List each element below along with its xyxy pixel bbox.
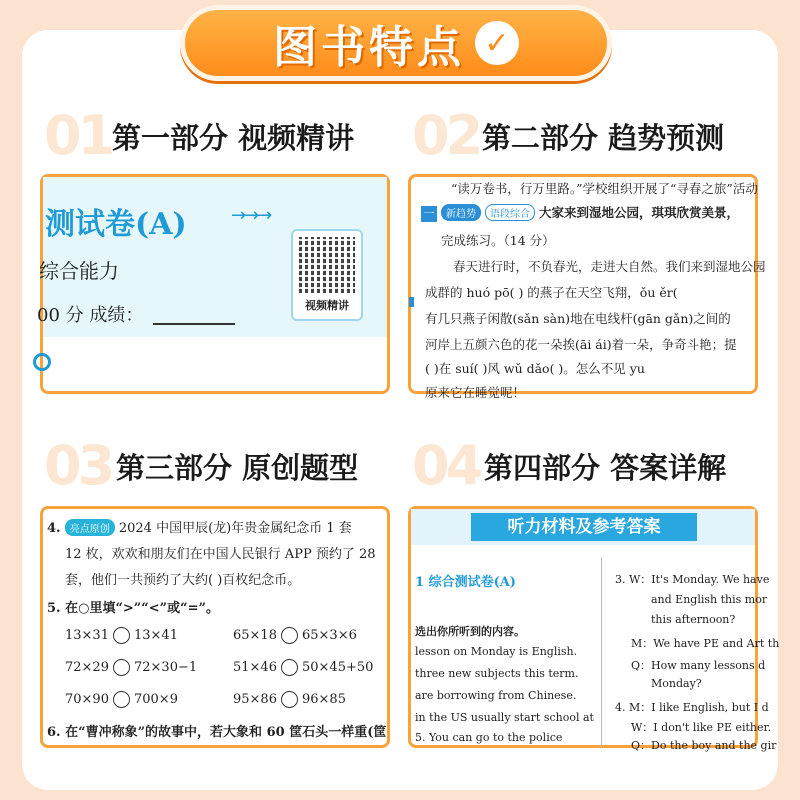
right-line: Q：How many lessons d xyxy=(631,659,766,672)
original-badge: 亮点原创 xyxy=(65,519,115,536)
section-title: 第四部分 答案详解 xyxy=(484,451,727,485)
right-line: M：We have PE and Art th xyxy=(631,637,780,650)
check-circle-icon: ✓ xyxy=(475,21,519,65)
circle-marker-icon xyxy=(33,353,51,371)
left-line: in the US usually start school at xyxy=(415,711,594,724)
header-banner xyxy=(180,5,612,81)
exam-title: 测试卷(A) xyxy=(45,207,187,242)
qr-label: 视频精讲 xyxy=(305,299,349,312)
section-number: 02 xyxy=(412,104,480,167)
section-number: 03 xyxy=(44,434,112,497)
right-line: 4. M：I like English, but I d xyxy=(615,701,769,714)
answer-circle[interactable] xyxy=(281,691,298,708)
comparison-item: 13×31 13×41 xyxy=(65,628,178,643)
exam-subtitle: 综合能力 xyxy=(39,259,119,283)
passage-line: 原来它在睡觉呢！ xyxy=(425,385,526,400)
question-6: 6. 在“曹冲称象”的故事中，若大象和 60 筐石头一样重(筐 xyxy=(47,725,387,740)
left-line: 选出你所听到的内容。 xyxy=(415,625,525,638)
question-number: 一 xyxy=(421,206,437,222)
qr-code-box[interactable] xyxy=(291,229,363,321)
panel-trend-prediction xyxy=(408,174,766,400)
score-blank xyxy=(153,323,235,325)
left-line: lesson on Monday is English. xyxy=(415,645,578,658)
passage-line: ( )在 suí( )风 wǔ dǎo( )。怎么不见 yu xyxy=(425,361,645,376)
arrow-icon: →→→ xyxy=(231,205,271,226)
left-line: are borrowing from Chinese. xyxy=(415,689,577,702)
passage-line: 河岸上五颜六色的花一朵挨(āi ái)着一朵，争奇斗艳；提 xyxy=(425,337,737,352)
left-line: three new subjects this term. xyxy=(415,667,579,680)
question-text: 2024 中国甲辰(龙)年贵金属纪念币 1 套 xyxy=(118,521,352,536)
question-text: 套，他们一共预约了大约( )百枚纪念币。 xyxy=(65,573,301,588)
right-line: Q：Do the boy and the gir xyxy=(631,739,777,752)
panel-original-questions xyxy=(40,506,390,748)
passage-line: 成群的 huó pō( ) 的燕子在天空飞翔，ǒu ěr( xyxy=(425,285,678,300)
answer-circle[interactable] xyxy=(113,627,130,644)
side-marker-icon xyxy=(409,297,414,307)
right-line: Monday? xyxy=(651,677,702,690)
section-title: 第三部分 原创题型 xyxy=(116,451,359,485)
banner-title: 图书特点 xyxy=(273,22,465,73)
answer-header-title: 听力材料及参考答案 xyxy=(471,513,697,541)
section-title: 第一部分 视频精讲 xyxy=(112,121,355,155)
trend-badge: 新趋势 xyxy=(441,204,481,221)
column-divider xyxy=(601,557,602,747)
answer-circle[interactable] xyxy=(113,659,130,676)
answer-circle[interactable] xyxy=(281,627,298,644)
answer-circle[interactable] xyxy=(113,691,130,708)
comparison-item: 95×86 96×85 xyxy=(233,692,346,707)
type-badge: 语段综合 xyxy=(485,204,535,221)
section-number: 01 xyxy=(44,104,112,167)
panel-answer-details xyxy=(408,506,780,752)
passage-line: 春天进行时，不负春光，走进大自然。我们来到湿地公园 xyxy=(453,259,766,274)
question-text: 12 枚，欢欢和朋友们在中国人民银行 APP 预约了 28 xyxy=(65,547,376,562)
right-line: and English this mor xyxy=(651,593,768,606)
question-header xyxy=(421,203,739,222)
comparison-item: 65×18 65×3×6 xyxy=(233,628,357,643)
score-label: 00 分 成绩： xyxy=(37,305,144,326)
left-line: 5. You can go to the police xyxy=(415,731,563,744)
passage-line: “读万卷书，行万里路。”学校组织开展了“寻春之旅”活动 xyxy=(451,181,758,196)
question-4: 4. 亮点原创 2024 中国甲辰(龙)年贵金属纪念币 1 套 xyxy=(47,521,352,536)
answer-circle[interactable] xyxy=(281,659,298,676)
right-line: W：I don't like PE either. xyxy=(631,721,772,734)
right-line: 3. W：It's Monday. We have xyxy=(615,573,770,586)
question-text: 大家来到湿地公园，琪琪欣赏美景， xyxy=(538,205,739,220)
section-title: 第二部分 趋势预测 xyxy=(482,121,725,155)
question-5: 5. 在○里填“>”“<”或“=”。 xyxy=(47,601,219,616)
right-line: this afternoon? xyxy=(651,613,736,626)
section-number: 04 xyxy=(412,434,480,497)
comparison-item: 70×90 700×9 xyxy=(65,692,178,707)
comparison-item: 72×29 72×30−1 xyxy=(65,660,198,675)
question-text: 完成练习。（14 分） xyxy=(441,233,555,248)
panel-video-explanation xyxy=(37,174,390,394)
left-title: 1 综合测试卷(A) xyxy=(415,575,516,590)
comparison-item: 51×46 50×45+50 xyxy=(233,660,374,675)
passage-line: 有几只燕子闲散(sǎn sàn)地在电线杆(gān gǎn)之间的 xyxy=(425,311,731,326)
